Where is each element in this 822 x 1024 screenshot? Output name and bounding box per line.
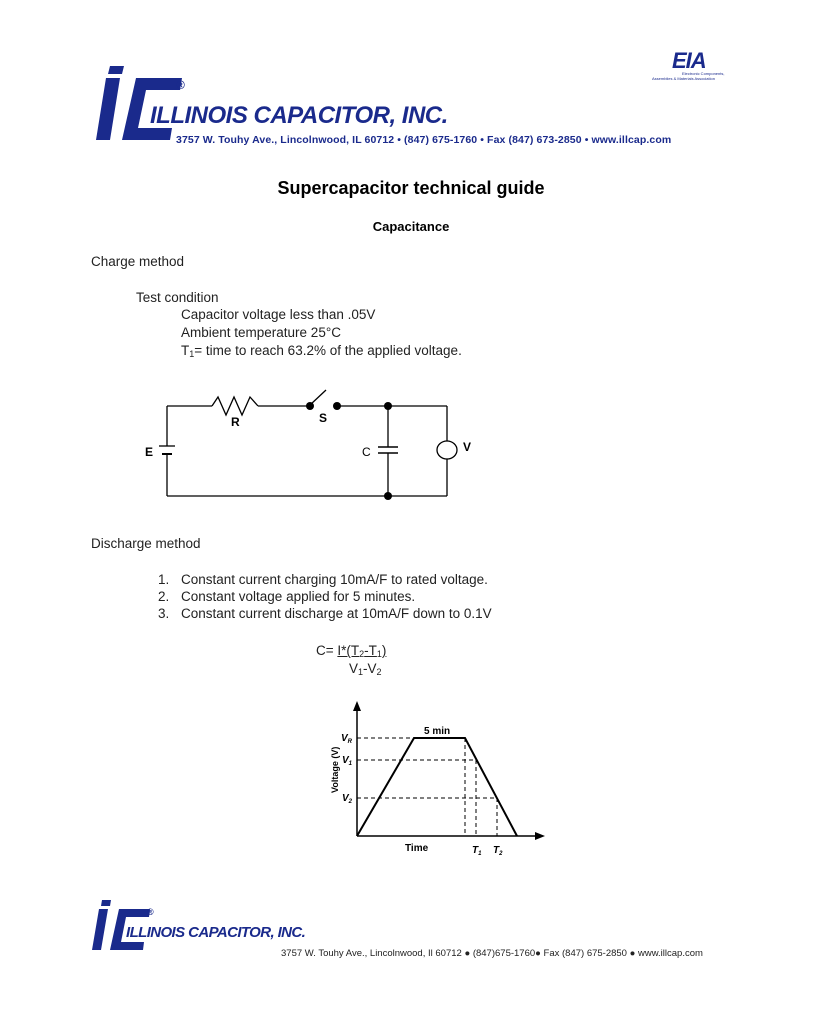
label-r: R xyxy=(231,415,240,429)
eia-tagline-2: Assemblies & Materials Association xyxy=(652,76,715,81)
resistor-symbol xyxy=(212,397,258,415)
step-text: Constant current discharge at 10mA/F down to 0.1V xyxy=(181,606,492,621)
capacitance-formula xyxy=(316,643,386,659)
page-title: Supercapacitor technical guide xyxy=(277,178,545,198)
test-condition-label: Test condition xyxy=(136,290,219,305)
y-tick-vr: $V_R$ xyxy=(341,733,353,745)
company-name: ILLINOIS CAPACITOR, INC. xyxy=(150,102,448,129)
t1-subscript: 1 xyxy=(189,349,195,359)
eia-logo-text: EIA xyxy=(672,48,706,73)
y-tick-v2: $V_2$ xyxy=(342,793,353,805)
discharge-voltage-graph xyxy=(322,697,550,867)
label-c: C xyxy=(362,445,371,459)
label-e: E xyxy=(145,445,154,459)
x-tick-t1: $T_1$ xyxy=(472,845,482,857)
t1-text: = time to reach 63.2% of the applied voltage. xyxy=(194,343,462,358)
formula-numerator: $I*(T_2-T_1)$ xyxy=(337,643,387,659)
list-item xyxy=(158,572,169,587)
condition-line: Ambient temperature 25°C xyxy=(181,325,341,340)
discharge-method-label: Discharge method xyxy=(91,536,201,551)
formula-denominator: $V_1-V_2$ xyxy=(349,661,382,677)
step-text: Constant voltage applied for 5 minutes. xyxy=(181,589,416,604)
t1-symbol: T xyxy=(181,343,190,358)
footer-address: 3757 W. Touhy Ave., Lincolnwood, Il 60712 ● (847)675-1760● Fax (847) 675-2850 ● www.illcap.com xyxy=(281,948,703,959)
voltage-curve xyxy=(357,738,517,836)
y-tick-v1: $V_1$ xyxy=(342,755,353,767)
registered-mark: ® xyxy=(176,78,185,92)
top-label: 5 min xyxy=(424,726,451,737)
x-axis-label: Time xyxy=(405,843,429,854)
step-number: 1. xyxy=(158,572,170,587)
list-item xyxy=(158,606,169,621)
switch-blade xyxy=(310,390,326,405)
label-s: S xyxy=(319,411,328,425)
eia-tagline-1: Electronic Components, xyxy=(682,71,725,76)
section-title: Capacitance xyxy=(372,219,450,234)
x-tick-t2: $T_2$ xyxy=(493,845,503,857)
voltmeter-symbol xyxy=(437,441,457,459)
t1-definition xyxy=(181,343,462,359)
step-number: 2. xyxy=(158,589,170,604)
footer-registered-mark: ® xyxy=(147,907,154,917)
list-item xyxy=(158,589,169,604)
charge-method-label: Charge method xyxy=(91,254,185,269)
formula-prefix: C= xyxy=(316,643,338,658)
y-axis-label: Voltage (V) xyxy=(330,746,340,793)
condition-line: Capacitor voltage less than .05V xyxy=(181,307,376,322)
label-v: V xyxy=(463,440,472,454)
rc-circuit-diagram xyxy=(145,385,472,510)
step-number: 3. xyxy=(158,606,170,621)
footer-company-name: ILLINOIS CAPACITOR, INC. xyxy=(126,924,306,941)
header-address: 3757 W. Touhy Ave., Lincolnwood, IL 60712 • (847) 675-1760 • Fax (847) 673-2850 • www.illcap.com xyxy=(176,134,672,146)
step-text: Constant current charging 10mA/F to rated voltage. xyxy=(181,572,488,587)
